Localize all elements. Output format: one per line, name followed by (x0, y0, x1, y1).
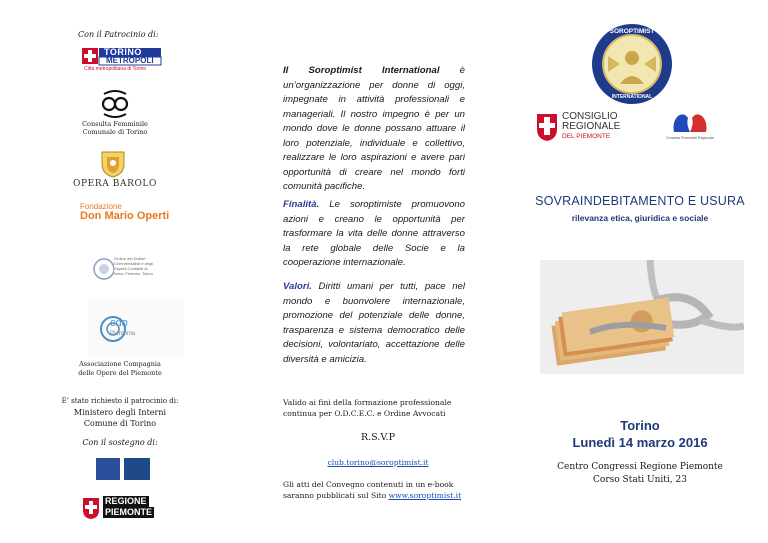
regione-logo-line2: PIEMONTE (105, 507, 153, 517)
odcec-emblem-icon (92, 254, 114, 284)
odcec-text: Ordine dei Dottori Commercialisti e degli Esperti Contabili di Ivrea, Pinerolo, Torino (114, 256, 154, 276)
operti-logo (80, 202, 170, 222)
valori-text: Diritti umani per tutti, pace nel mondo e buonvolere internazionale, promozione del potenziale delle donne, trasparenza e sistema democratico delle decisioni, volontariato, accettazione delle diversità e amicizia. (283, 281, 465, 365)
opera-barolo-crest-icon (98, 148, 128, 178)
soroptimist-badge (590, 22, 674, 106)
event-subtitle: rilevanza etica, giuridica e sociale (571, 213, 709, 223)
valori-label: Valori. (283, 281, 312, 292)
money-noose-photo (540, 260, 744, 374)
support-logo-1-icon (96, 458, 120, 480)
intro-bold: Il Soroptimist International (283, 65, 440, 76)
intro-paragraph (283, 64, 465, 195)
cdo-region: Piemonte (110, 331, 136, 337)
ebook-note (283, 480, 483, 501)
intro-rest: è un’organizzazione per donne di oggi, impegnate in attività professionali e manageriali. Il nostro impegno è per un mondo dove le donne possano attuare il loro potenziale, individuale e collettivo, realizzare le loro aspirazioni e avere pari opportunità di creare nel mondo forti comunità pacifiche. (283, 65, 465, 192)
consulta-caption: Consulta Femminile Comunale di Torino (82, 120, 148, 136)
training-note: Valido ai fini della formazione professionale continua per O.D.C.E.C. e Ordine Avvocati (283, 398, 452, 418)
torino-logo-line1: TORINO (104, 47, 142, 57)
regione-piemonte-logo (82, 496, 162, 520)
opera-barolo-label: OPERA BAROLO (73, 179, 157, 189)
event-title: SOVRAINDEBITAMENTO E USURA (535, 194, 745, 208)
consiglio-line2: REGIONALE (562, 121, 621, 132)
event-address: Corso Stati Uniti, 23 (593, 475, 687, 485)
badge-top-text: SOROPTIMIST (609, 28, 655, 35)
photo-illustration (540, 260, 744, 374)
valori-paragraph (283, 280, 465, 367)
consulta-logo-mark (100, 90, 130, 118)
ebook-text: Gli atti del Convegno contenuti in un e-book saranno pubblicati sul Sito (283, 480, 454, 500)
operti-line1: Fondazione (80, 202, 122, 211)
right-column (512, 0, 768, 543)
middle-column (256, 0, 512, 543)
operti-line2: Don Mario Operti (80, 210, 170, 222)
event-venue: Centro Congressi Regione Piemonte (557, 462, 723, 472)
cdo-logo (88, 300, 184, 356)
ministry-label: Ministero degli Interni (73, 408, 167, 417)
consiglio-line1: CONSIGLIO (562, 111, 618, 122)
website-link[interactable]: www.soroptimist.it (388, 490, 462, 500)
piemonte-shield-icon (82, 497, 100, 519)
event-date: Lunedì 14 marzo 2016 (572, 435, 708, 450)
support-label: Con il sostegno di: (82, 438, 158, 447)
left-column (0, 0, 256, 543)
odcec-logo (92, 252, 152, 288)
consulta-regionale-caption: Consulta Femminile Regionale (666, 136, 714, 140)
finalita-text: Le soroptimiste promuovono azioni e creano le opportunità per trasformare la vita delle donne attraverso la rete globale delle Socie e la cooperazione internazionale. (283, 199, 465, 268)
consiglio-shield-icon (536, 113, 558, 141)
torino-metropoli-logo (82, 46, 164, 76)
regione-logo-line1: REGIONE (105, 496, 147, 506)
consiglio-line3: DEL PIEMONTE (562, 133, 611, 140)
cdo-name: cdo (110, 317, 128, 329)
requested-label: E’ stato richiesto il patrocinio di: (61, 397, 179, 405)
torino-logo-subtitle: Città metropolitana di Torino (84, 66, 147, 72)
badge-bottom-text: INTERNATIONAL (611, 94, 653, 100)
consulta-regionale-logo (660, 110, 720, 146)
torino-logo-line2: METROPOLI (106, 56, 154, 65)
email-container (283, 458, 473, 467)
finalita-label: Finalità. (283, 199, 320, 210)
email-link[interactable]: club.torino@soroptimist.it (327, 458, 429, 467)
finalita-paragraph (283, 198, 465, 271)
cdo-caption: Associazione Compagnia delle Opere del Piemonte (78, 360, 162, 377)
consulta-logo (100, 90, 130, 118)
rsvp-label: R.S.V.P (361, 432, 395, 443)
consulta-profiles-icon (670, 110, 710, 134)
patronage-label: Con il Patrocinio di: (78, 30, 159, 39)
support-logo-2-icon (124, 458, 150, 480)
event-city: Torino (620, 418, 660, 433)
consiglio-regionale-logo (536, 112, 646, 144)
comune-label: Comune di Torino (83, 419, 157, 428)
